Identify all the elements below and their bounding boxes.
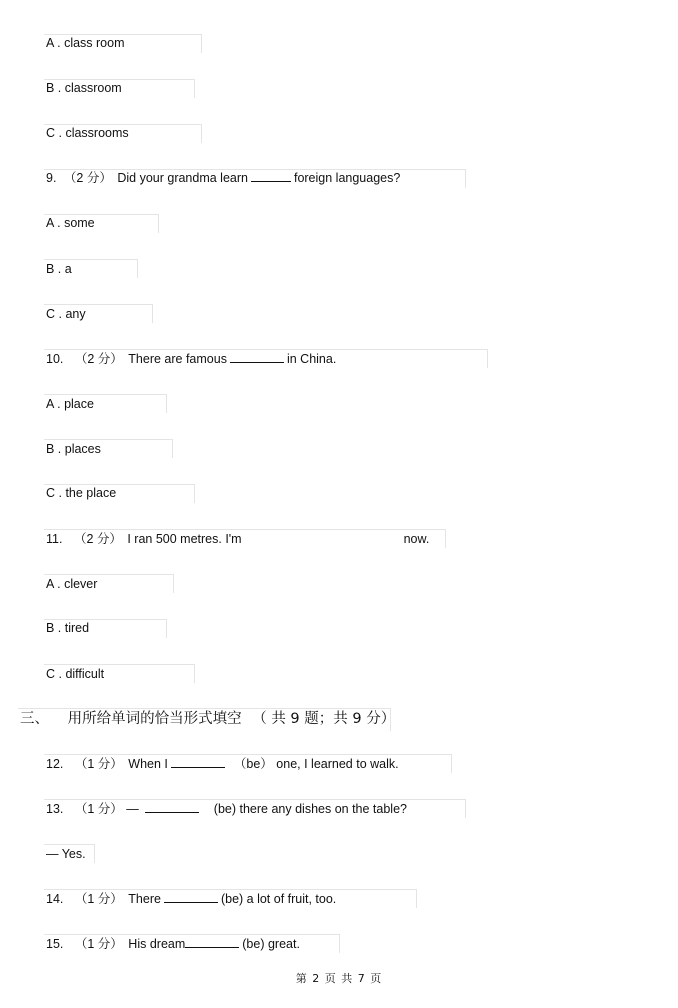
section-heading (20, 710, 395, 728)
section-count: （ 共 9 题；共 9 分） (252, 711, 396, 727)
question-text: I ran 500 metres. I'm (127, 532, 242, 546)
question-score: （1 分） (74, 937, 123, 951)
dialogue-answer: — Yes. (46, 847, 86, 861)
option-c: C . difficult (46, 667, 105, 681)
question-score: （1 分） (74, 802, 123, 816)
question-13 (46, 801, 407, 817)
question-11 (46, 531, 429, 547)
question-text: When I (128, 757, 168, 771)
question-text: Did your grandma learn (117, 171, 248, 185)
question-text-tail: one, I learned to walk. (276, 757, 399, 771)
option-c: C . the place (46, 486, 117, 500)
question-number: 13. (46, 802, 64, 816)
answer-blank (251, 170, 291, 182)
question-number: 9. (46, 171, 57, 185)
question-9 (46, 170, 400, 186)
option-c: C . any (46, 307, 86, 321)
question-12 (46, 756, 399, 772)
page-footer: 第 2 页 共 7 页 (295, 972, 383, 985)
question-score: （1 分） (74, 892, 123, 906)
question-number: 12. (46, 757, 64, 771)
answer-blank (145, 801, 199, 813)
question-text-tail: foreign languages? (293, 171, 401, 185)
question-14 (46, 891, 336, 907)
question-text-tail: (be) a lot of fruit, too. (220, 892, 337, 906)
answer-blank (230, 351, 284, 363)
word-hint: （be） (233, 757, 273, 771)
option-b: B . a (46, 262, 72, 276)
question-text-tail: (be) great. (242, 937, 300, 951)
question-score: （1 分） (74, 757, 123, 771)
question-score: （2 分） (73, 532, 122, 546)
answer-blank (185, 936, 239, 948)
option-b: B . tired (46, 621, 90, 635)
option-b: B . classroom (46, 81, 122, 95)
option-a: A . some (46, 216, 95, 230)
question-text: His dream (128, 937, 186, 951)
question-10 (46, 351, 336, 367)
question-score: （2 分） (74, 352, 123, 366)
answer-blank (171, 756, 225, 768)
question-text: There (128, 892, 161, 906)
section-number: 三、 (20, 711, 49, 727)
question-text: There are famous (128, 352, 227, 366)
question-number: 14. (46, 892, 64, 906)
section-title: 用所给单词的恰当形式填空 (67, 711, 242, 727)
question-text-tail: in China. (286, 352, 337, 366)
answer-blank (164, 891, 218, 903)
option-a: A . place (46, 397, 94, 411)
question-score: （2 分） (63, 171, 112, 185)
option-a: A . clever (46, 577, 98, 591)
question-number: 10. (46, 352, 64, 366)
question-number: 15. (46, 937, 64, 951)
question-15 (46, 936, 300, 952)
dialogue-dash: — (126, 802, 139, 816)
question-text-tail: now. (403, 532, 430, 546)
question-number: 11. (46, 532, 63, 546)
question-text-tail: (be) there any dishes on the table? (213, 802, 407, 816)
option-a: A . class room (46, 36, 125, 50)
option-b: B . places (46, 442, 101, 456)
option-c: C . classrooms (46, 126, 129, 140)
